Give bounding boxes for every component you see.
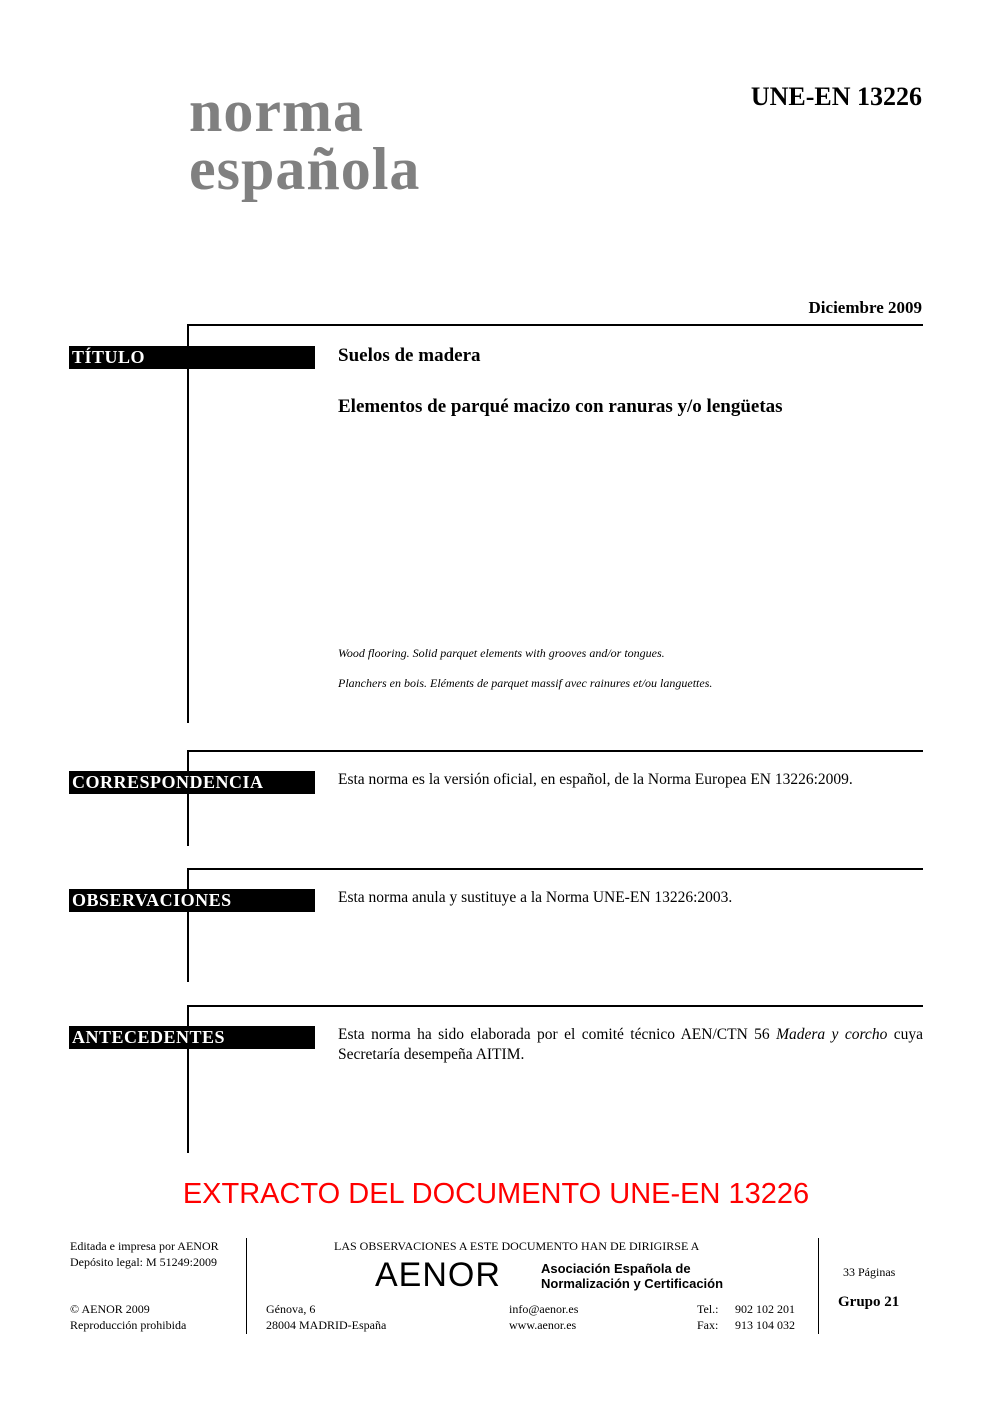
label-correspondencia: CORRESPONDENCIA xyxy=(69,771,315,794)
postal-address xyxy=(266,1301,386,1333)
document-subtitle: Elementos de parqué macizo con ranuras y/o lengüetas xyxy=(338,396,783,417)
committee-name: Madera y corcho xyxy=(776,1026,888,1043)
brand-title xyxy=(189,78,421,202)
price-group: Grupo 21 xyxy=(838,1294,900,1310)
footer-divider xyxy=(818,1238,819,1334)
brand-line-1: norma xyxy=(189,78,364,144)
fax-label: Fax: xyxy=(697,1318,719,1332)
contact-online xyxy=(509,1301,578,1333)
tel-number: 902 102 201 xyxy=(735,1302,795,1316)
section-divider xyxy=(188,1005,923,1007)
web-link[interactable]: www.aenor.es xyxy=(509,1318,577,1332)
label-titulo: TÍTULO xyxy=(69,346,315,369)
reproduction-notice: Reproducción prohibida xyxy=(70,1318,187,1332)
correspondencia-text: Esta norma es la versión oficial, en español, de la Norma Europea EN 13226:2009. xyxy=(338,771,853,788)
copyright: © AENOR 2009 xyxy=(70,1302,150,1316)
address-line-2: 28004 MADRID-España xyxy=(266,1318,387,1332)
title-english: Wood flooring. Solid parquet elements with grooves and/or tongues. xyxy=(338,646,665,660)
publication-date: Diciembre 2009 xyxy=(808,298,922,317)
title-french: Planchers en bois. Eléments de parquet massif avec rainures et/ou languettes. xyxy=(338,676,713,690)
document-title: Suelos de madera xyxy=(338,345,481,366)
section-rule xyxy=(187,868,189,982)
observations-notice: LAS OBSERVACIONES A ESTE DOCUMENTO HAN DE DIRIGIRSE A xyxy=(334,1239,700,1253)
antecedentes-text-end: cuya Secretaría desempeña AITIM. xyxy=(338,1026,923,1063)
footer-edition xyxy=(70,1238,219,1270)
section-rule xyxy=(187,750,189,846)
antecedentes-text-start: Esta norma ha sido elaborada por el comité técnico AEN/CTN 56 xyxy=(338,1026,777,1043)
antecedentes-text xyxy=(338,1025,923,1065)
org-name-line-2: Normalización y Certificación xyxy=(541,1276,724,1291)
standard-code: UNE-EN 13226 xyxy=(750,82,922,111)
footer-divider xyxy=(246,1238,247,1334)
section-divider xyxy=(188,750,923,752)
edited-by: Editada e impresa por AENOR xyxy=(70,1239,219,1253)
observaciones-text: Esta norma anula y sustituye a la Norma UNE-EN 13226:2003. xyxy=(338,889,733,906)
contact-phone xyxy=(697,1301,795,1333)
label-antecedentes: ANTECEDENTES xyxy=(69,1026,315,1049)
email-link[interactable]: info@aenor.es xyxy=(509,1302,579,1316)
section-rule xyxy=(187,324,189,723)
tel-label: Tel.: xyxy=(697,1302,719,1316)
legal-deposit: Depósito legal: M 51249:2009 xyxy=(70,1255,217,1269)
fax-row xyxy=(697,1317,795,1333)
org-name-line-1: Asociación Española de xyxy=(541,1261,691,1276)
address-line-1: Génova, 6 xyxy=(266,1302,316,1316)
brand-line-2: española xyxy=(189,136,421,202)
organization-name xyxy=(541,1261,723,1291)
phone-row xyxy=(697,1301,795,1317)
fax-number: 913 104 032 xyxy=(735,1318,795,1332)
footer-copyright xyxy=(70,1301,186,1333)
section-divider xyxy=(188,324,923,326)
section-divider xyxy=(188,868,923,870)
aenor-logo: AENOR xyxy=(375,1256,501,1294)
extract-notice: EXTRACTO DEL DOCUMENTO UNE-EN 13226 xyxy=(182,1178,810,1210)
label-observaciones: OBSERVACIONES xyxy=(69,889,315,912)
page-count: 33 Páginas xyxy=(843,1265,896,1279)
